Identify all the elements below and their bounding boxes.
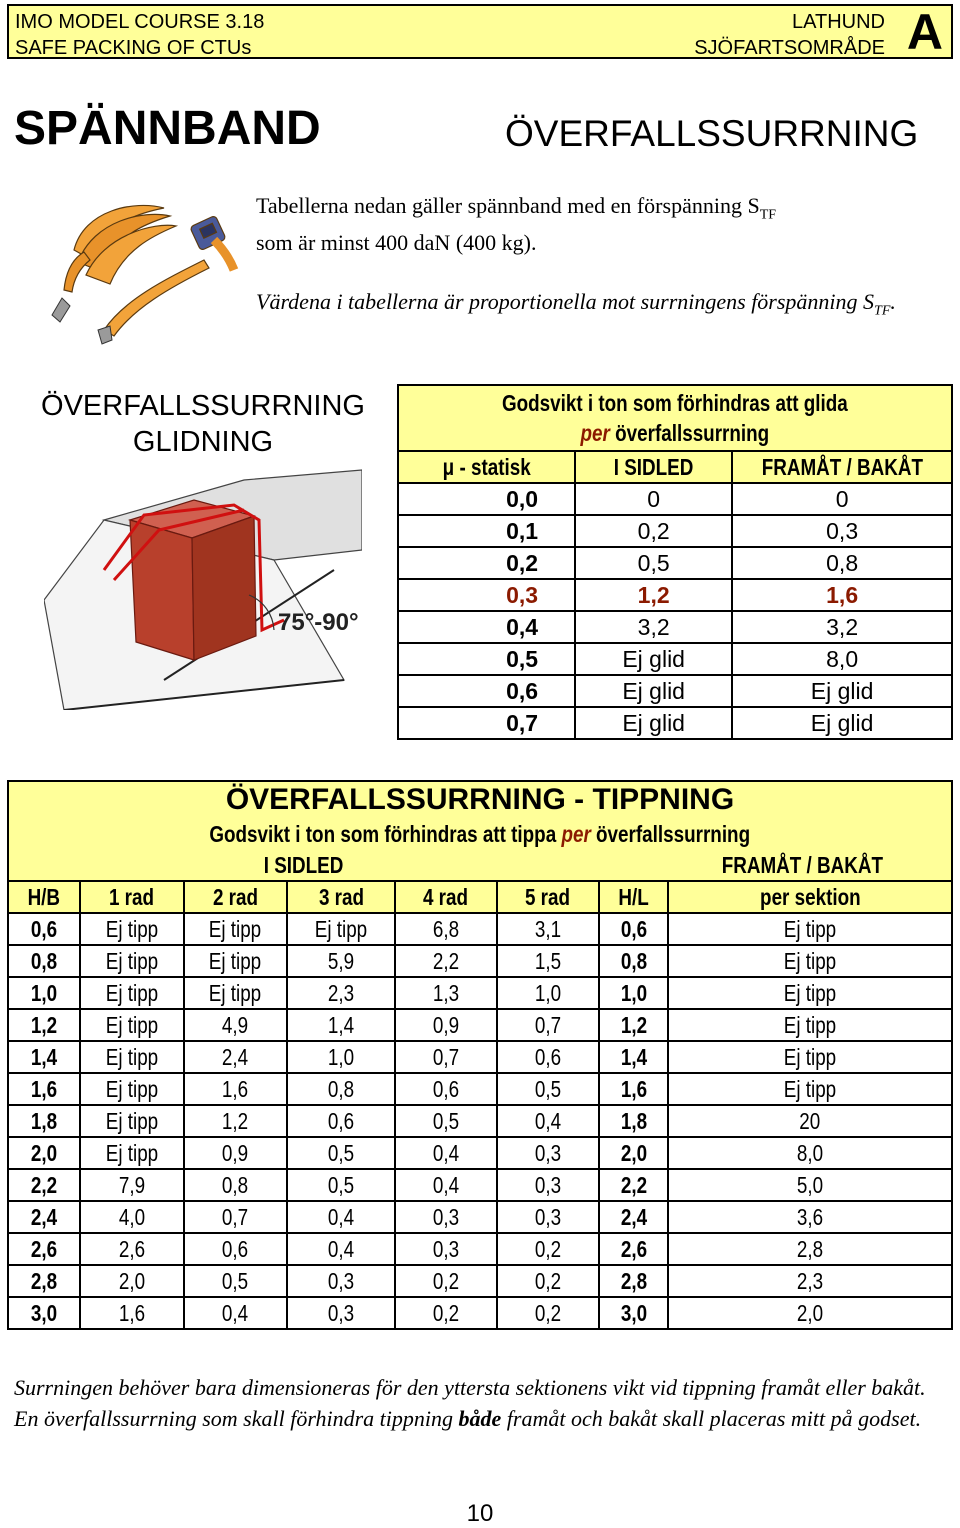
- tippning-cell: 0,6: [395, 1073, 497, 1105]
- tippning-cell: Ej tipp: [668, 1009, 952, 1041]
- tippning-cell: Ej tipp: [668, 1041, 952, 1073]
- glidning-row: [398, 579, 952, 611]
- tippning-cell: 0,2: [395, 1265, 497, 1297]
- tippning-cell: 1,6: [80, 1297, 184, 1329]
- tippning-cell: 0,2: [497, 1265, 599, 1297]
- tippning-cell: 1,2: [184, 1105, 288, 1137]
- tippning-cell: 8,0: [668, 1137, 952, 1169]
- tippning-cell: Ej tipp: [80, 1105, 184, 1137]
- tippning-cell: 0,4: [395, 1137, 497, 1169]
- tippning-row: [8, 1073, 952, 1105]
- tippning-cell: 6,8: [395, 913, 497, 945]
- tippning-cell: 0,7: [497, 1009, 599, 1041]
- tippning-cell: Ej tipp: [668, 977, 952, 1009]
- glidning-title-line1: ÖVERFALLSSURRNING: [41, 390, 365, 422]
- tippning-cell: 2,6: [8, 1233, 80, 1265]
- tippning-cell: Ej tipp: [668, 913, 952, 945]
- tippning-cell: 0,5: [395, 1105, 497, 1137]
- tippning-row: [8, 1201, 952, 1233]
- tippning-cell: 0,5: [184, 1265, 288, 1297]
- mu-value: 0,2: [398, 547, 575, 579]
- tippning-cell: Ej tipp: [668, 945, 952, 977]
- glidning-header: [398, 385, 952, 451]
- intro-text-1a: Tabellerna nedan gäller spännband med en förspänning S: [256, 193, 760, 218]
- tippning-cell: 0,2: [497, 1297, 599, 1329]
- tippning-cell: 3,0: [599, 1297, 669, 1329]
- course-subtitle: SAFE PACKING OF CTUs: [15, 37, 252, 59]
- tippning-cell: 1,2: [599, 1009, 669, 1041]
- tippning-sub-a: Godsvikt i ton som förhindras att tippa: [209, 821, 557, 847]
- tippning-cell: 0,7: [184, 1201, 288, 1233]
- tippning-cell: 3,6: [668, 1201, 952, 1233]
- area-letter: A: [906, 4, 943, 60]
- tippning-cell: 7,9: [80, 1169, 184, 1201]
- tippning-cell: Ej tipp: [184, 913, 288, 945]
- tippning-cell: 0,6: [497, 1041, 599, 1073]
- glidning-header-line2: överfallssurrning: [615, 420, 770, 446]
- tippning-cell: 1,4: [287, 1009, 395, 1041]
- tippning-cell: 1,4: [599, 1041, 669, 1073]
- fwd-value: Ej glid: [732, 707, 952, 739]
- tippning-cell: 3,0: [8, 1297, 80, 1329]
- tippning-cell: 2,4: [184, 1041, 288, 1073]
- tippning-sub-b: överfallssurrning: [596, 821, 751, 847]
- tippning-row: [8, 1137, 952, 1169]
- tippning-cell: 2,2: [395, 945, 497, 977]
- tippning-table: [7, 780, 953, 1330]
- tippning-col-header: 5 rad: [497, 881, 599, 913]
- tippning-cell: 0,6: [287, 1105, 395, 1137]
- tippning-sub-per: per: [561, 821, 592, 847]
- fwd-value: Ej glid: [732, 675, 952, 707]
- side-value: 0,5: [575, 547, 732, 579]
- mu-value: 0,4: [398, 611, 575, 643]
- tippning-cell: 1,5: [497, 945, 599, 977]
- tippning-cell: 0,6: [8, 913, 80, 945]
- tippning-cell: 0,4: [395, 1169, 497, 1201]
- intro-text-1b: som är minst 400 daN (400 kg).: [256, 230, 537, 256]
- tippning-cell: 1,4: [8, 1041, 80, 1073]
- tippning-cell: 20: [668, 1105, 952, 1137]
- tippning-subtitle: [8, 819, 952, 849]
- tippning-cell: 2,4: [8, 1201, 80, 1233]
- mu-value: 0,1: [398, 515, 575, 547]
- tippning-row: [8, 945, 952, 977]
- tippning-cell: 1,0: [8, 977, 80, 1009]
- glidning-row: [398, 675, 952, 707]
- tippning-cell: Ej tipp: [184, 945, 288, 977]
- group-fwd-header: FRAMÅT / BAKÅT: [599, 849, 952, 881]
- tippning-cell: Ej tipp: [80, 1137, 184, 1169]
- intro-text-2b: .: [890, 289, 896, 314]
- tippning-cell: 1,0: [497, 977, 599, 1009]
- tippning-cell: 2,4: [599, 1201, 669, 1233]
- page-number: 10: [466, 1500, 494, 1527]
- mu-value: 0,6: [398, 675, 575, 707]
- tippning-cell: Ej tipp: [668, 1073, 952, 1105]
- header-right: [694, 9, 885, 61]
- glidning-row: [398, 515, 952, 547]
- tippning-cell: 0,5: [497, 1073, 599, 1105]
- course-title: IMO MODEL COURSE 3.18: [15, 11, 265, 33]
- tippning-cell: 2,8: [8, 1265, 80, 1297]
- tippning-cell: 2,0: [599, 1137, 669, 1169]
- tippning-cell: 2,2: [599, 1169, 669, 1201]
- glidning-header-line1: Godsvikt i ton som förhindras att glida: [502, 390, 848, 416]
- tippning-cell: 3,1: [497, 913, 599, 945]
- tippning-cell: 0,8: [8, 945, 80, 977]
- intro-sub-1: TF: [759, 207, 777, 223]
- page-header: [7, 4, 953, 59]
- tippning-cell: 0,6: [184, 1233, 288, 1265]
- side-value: 0: [575, 483, 732, 515]
- fwd-value: 3,2: [732, 611, 952, 643]
- side-value: 1,2: [575, 579, 732, 611]
- tippning-cell: 0,6: [599, 913, 669, 945]
- tippning-cell: 4,0: [80, 1201, 184, 1233]
- tippning-cell: 0,7: [395, 1041, 497, 1073]
- tippning-cell: 2,8: [668, 1233, 952, 1265]
- tippning-col-header: 2 rad: [184, 881, 288, 913]
- proportional-note: [256, 286, 946, 326]
- glidning-row: [398, 611, 952, 643]
- tippning-cell: Ej tipp: [184, 977, 288, 1009]
- cargo-box-illustration: [44, 460, 362, 710]
- tippning-cell: 0,3: [497, 1169, 599, 1201]
- tippning-row: [8, 1265, 952, 1297]
- tippning-cell: 0,4: [287, 1233, 395, 1265]
- tippning-col-header: 1 rad: [80, 881, 184, 913]
- tippning-cell: 0,2: [395, 1297, 497, 1329]
- tippning-cell: 0,8: [599, 945, 669, 977]
- tippning-cell: Ej tipp: [80, 977, 184, 1009]
- tippning-cell: Ej tipp: [80, 1073, 184, 1105]
- tippning-col-header: H/B: [8, 881, 80, 913]
- side-value: Ej glid: [575, 643, 732, 675]
- tippning-col-header: per sektion: [668, 881, 952, 913]
- tippning-cell: 0,8: [287, 1073, 395, 1105]
- tippning-cell: 2,0: [80, 1265, 184, 1297]
- tippning-cell: Ej tipp: [80, 1041, 184, 1073]
- tippning-cell: 0,8: [184, 1169, 288, 1201]
- tippning-title: [8, 781, 952, 819]
- mu-value: 0,7: [398, 707, 575, 739]
- tippning-row: [8, 1009, 952, 1041]
- fwd-value: 0: [732, 483, 952, 515]
- tippning-col-header: 4 rad: [395, 881, 497, 913]
- tippning-cell: 0,3: [287, 1265, 395, 1297]
- tippning-cell: 2,2: [8, 1169, 80, 1201]
- col-side-header: I SIDLED: [575, 451, 732, 483]
- tippning-row: [8, 1105, 952, 1137]
- glidning-row: [398, 643, 952, 675]
- tippning-cell: 2,6: [80, 1233, 184, 1265]
- footer-text-b: framåt och bakåt skall placeras mitt på godset.: [506, 1406, 922, 1431]
- tippning-cell: 0,3: [287, 1297, 395, 1329]
- tippning-cell: 1,6: [599, 1073, 669, 1105]
- side-value: 3,2: [575, 611, 732, 643]
- intro-paragraph: [256, 192, 946, 257]
- tippning-col-header: H/L: [599, 881, 669, 913]
- footer-text-bold: både: [458, 1406, 502, 1431]
- tippning-cell: 0,3: [497, 1201, 599, 1233]
- intro-text-2a: Värdena i tabellerna är proportionella mot surrningens förspänning S: [256, 289, 875, 314]
- glidning-title: [20, 388, 386, 460]
- tippning-cell: 1,8: [8, 1105, 80, 1137]
- tippning-row: [8, 1041, 952, 1073]
- tippning-cell: 2,6: [599, 1233, 669, 1265]
- tippning-cell: 0,4: [497, 1105, 599, 1137]
- tippning-cell: 0,4: [184, 1297, 288, 1329]
- fwd-value: 1,6: [732, 579, 952, 611]
- glidning-header-per: per: [580, 420, 611, 446]
- tippning-cell: 1,6: [8, 1073, 80, 1105]
- tippning-cell: 5,9: [287, 945, 395, 977]
- mu-value: 0,0: [398, 483, 575, 515]
- tippning-cell: 2,3: [287, 977, 395, 1009]
- page-title: SPÄNNBAND: [14, 102, 321, 155]
- tippning-cell: 0,9: [395, 1009, 497, 1041]
- guide-title: LATHUND: [792, 11, 885, 33]
- col-mu-header: μ - statisk: [398, 451, 575, 483]
- side-value: Ej glid: [575, 675, 732, 707]
- fwd-value: 0,8: [732, 547, 952, 579]
- tippning-cell: 0,5: [287, 1137, 395, 1169]
- tippning-cell: 1,3: [395, 977, 497, 1009]
- fwd-value: 8,0: [732, 643, 952, 675]
- col-fwd-header: FRAMÅT / BAKÅT: [732, 451, 952, 483]
- glidning-title-line2: GLIDNING: [132, 426, 274, 458]
- tippning-cell: 2,0: [8, 1137, 80, 1169]
- group-side-header: I SIDLED: [8, 849, 599, 881]
- tippning-row: [8, 977, 952, 1009]
- tippning-cell: 0,4: [287, 1201, 395, 1233]
- glidning-row: [398, 707, 952, 739]
- tippning-cell: 1,6: [184, 1073, 288, 1105]
- tippning-title-text: ÖVERFALLSSURRNING - TIPPNING: [225, 783, 735, 816]
- side-value: 0,2: [575, 515, 732, 547]
- tippning-cell: Ej tipp: [287, 913, 395, 945]
- tippning-cell: Ej tipp: [80, 1009, 184, 1041]
- side-value: Ej glid: [575, 707, 732, 739]
- tippning-row: [8, 1233, 952, 1265]
- tippning-cell: 4,9: [184, 1009, 288, 1041]
- fwd-value: 0,3: [732, 515, 952, 547]
- tippning-cell: 1,2: [8, 1009, 80, 1041]
- footer-note: [14, 1372, 944, 1434]
- tippning-row: [8, 1297, 952, 1329]
- tippning-cell: 2,8: [599, 1265, 669, 1297]
- tippning-cell: 1,8: [599, 1105, 669, 1137]
- tippning-cell: 0,9: [184, 1137, 288, 1169]
- mu-value: 0,3: [398, 579, 575, 611]
- glidning-row: [398, 547, 952, 579]
- glidning-row: [398, 483, 952, 515]
- ratchet-strap-illustration: [44, 180, 240, 350]
- tippning-col-header: 3 rad: [287, 881, 395, 913]
- tippning-cell: 0,3: [497, 1137, 599, 1169]
- section-title: ÖVERFALLSSURRNING: [505, 113, 919, 154]
- area-title: SJÖFARTSOMRÅDE: [694, 37, 885, 59]
- mu-value: 0,5: [398, 643, 575, 675]
- intro-sub-2: TF: [874, 303, 891, 319]
- tippning-cell: 2,3: [668, 1265, 952, 1297]
- tippning-cell: 0,5: [287, 1169, 395, 1201]
- tippning-row: [8, 1169, 952, 1201]
- tippning-cell: 0,2: [497, 1233, 599, 1265]
- glidning-table: [397, 384, 953, 740]
- header-left: [15, 9, 264, 61]
- tippning-cell: Ej tipp: [80, 945, 184, 977]
- tippning-row: [8, 913, 952, 945]
- tippning-cell: 0,3: [395, 1233, 497, 1265]
- footer-text-a: Surrningen behöver bara dimensioneras för den yttersta sektionens vikt vid tippning framåt eller bakåt. En överfallssurrning som skall förhindra tippning: [14, 1375, 926, 1431]
- angle-label: 75°-90°: [278, 609, 359, 636]
- tippning-cell: 0,3: [395, 1201, 497, 1233]
- tippning-cell: 1,0: [287, 1041, 395, 1073]
- tippning-cell: 5,0: [668, 1169, 952, 1201]
- tippning-cell: 1,0: [599, 977, 669, 1009]
- tippning-cell: Ej tipp: [80, 913, 184, 945]
- tippning-cell: 2,0: [668, 1297, 952, 1329]
